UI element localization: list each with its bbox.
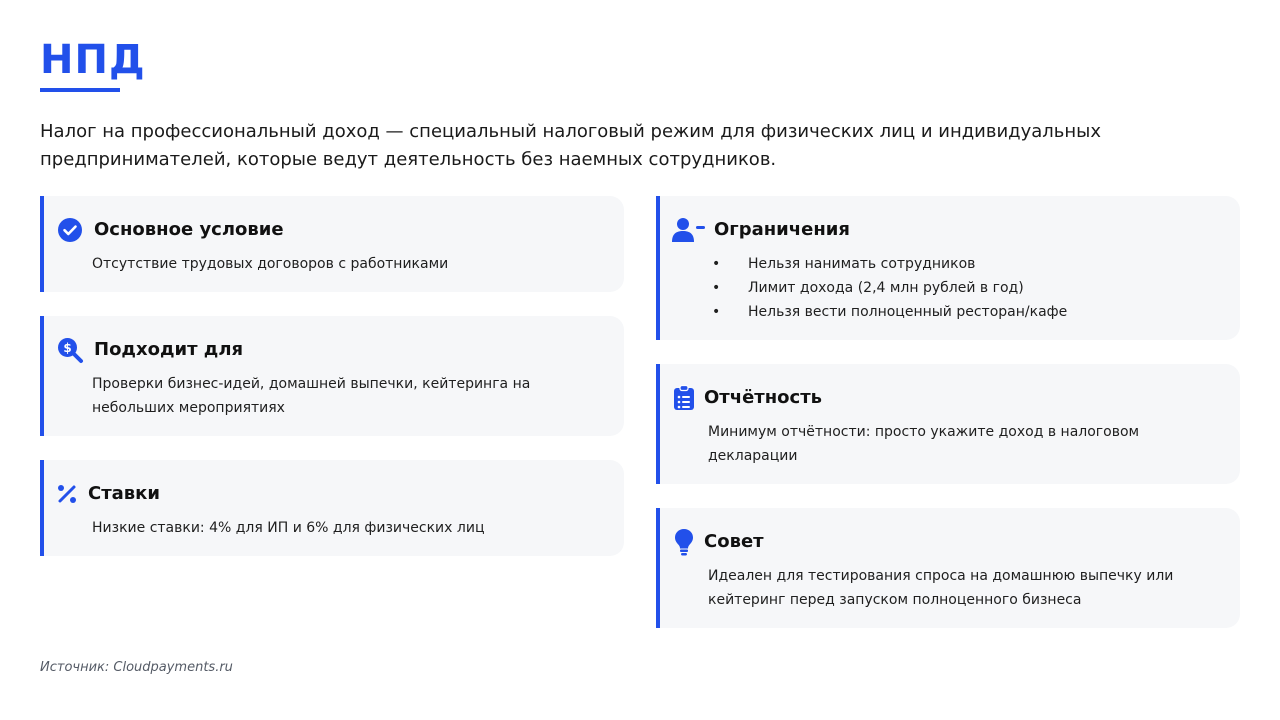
card-text: Низкие ставки: 4% для ИП и 6% для физических лиц [92,520,485,536]
card-text: Отсутствие трудовых договоров с работниками [92,256,449,272]
svg-text:$: $ [63,341,72,355]
source-note: Источник: Cloudpayments.ru [40,660,233,675]
intro-text: Налог на профессиональный доход — специальный налоговый режим для физических лиц и индивидуальных предпринимателей, которые ведут деятельность без наемных сотрудников. [40,121,1102,170]
card-title: Ставки [88,483,161,504]
list-item: • Нельзя вести полноценный ресторан/кафе [712,300,1192,324]
card-title: Основное условие [94,219,284,240]
check-circle-icon [56,216,84,244]
card-header [56,336,243,364]
card-text: Проверки бизнес-идей, домашней выпечки, кейтеринга на небольших мероприятиях [92,376,531,416]
card-title: Ограничения [714,219,850,240]
card-reporting [656,364,1240,484]
list-item: • Нельзя нанимать сотрудников [712,252,1192,276]
list-item: • Лимит дохода (2,4 млн рублей в год) [712,276,1192,300]
card-text: Идеален для тестирования спроса на домашнюю выпечку или кейтеринг перед запуском полноценного бизнеса [708,568,1174,608]
card-header [56,216,284,244]
card-header [672,384,822,412]
card-header [672,216,850,244]
card-suitable-for [40,316,624,436]
clipboard-list-icon [672,384,696,412]
card-title: Подходит для [94,339,244,360]
limitations-list [712,252,1192,324]
card-main-condition [40,196,624,292]
search-dollar-icon [56,336,84,364]
card-rates [40,460,624,556]
page-title: НПД [40,37,146,83]
percent-icon [56,480,78,508]
card-title: Совет [704,531,764,552]
lightbulb-icon [672,528,696,556]
card-text: Минимум отчётности: просто укажите доход в налоговом декларации [708,424,1140,464]
card-limitations [656,196,1240,340]
card-header [56,480,160,508]
title-underline [40,88,120,92]
user-minus-icon [672,216,706,244]
card-advice [656,508,1240,628]
card-header [672,528,764,556]
card-title: Отчётность [704,387,823,408]
